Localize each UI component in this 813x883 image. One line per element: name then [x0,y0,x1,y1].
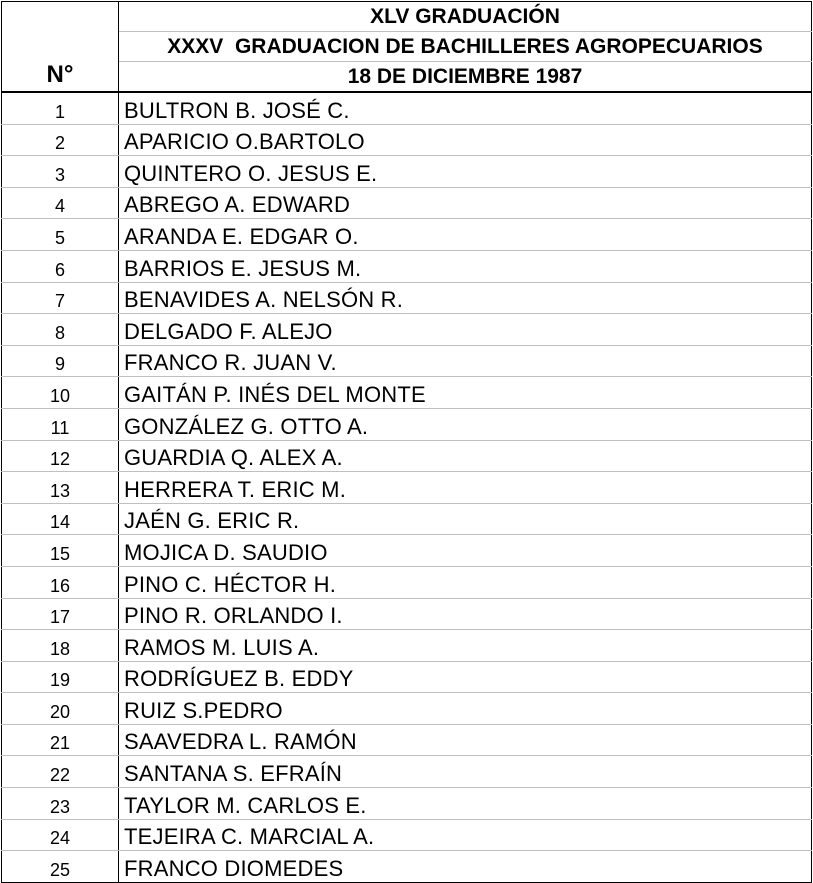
row-number: 21 [2,724,119,756]
graduate-name: BARRIOS E. JESUS M. [119,250,812,282]
table-row [2,788,812,820]
table-row [2,377,812,409]
graduate-name: GONZÁLEZ G. OTTO A. [119,408,812,440]
row-number: 12 [2,440,119,472]
row-number: 4 [2,187,119,219]
row-number: 13 [2,472,119,504]
graduates-table [1,1,812,883]
graduate-name: MOJICA D. SAUDIO [119,535,812,567]
graduation-date: 18 DE DICIEMBRE 1987 [119,62,812,93]
table-row [2,250,812,282]
row-number: 22 [2,756,119,788]
table-row [2,156,812,188]
table-row [2,819,812,851]
table-row [2,756,812,788]
graduate-name: PINO R. ORLANDO I. [119,598,812,630]
table-row [2,92,812,124]
graduate-name: BULTRON B. JOSÉ C. [119,92,812,124]
row-number: 6 [2,250,119,282]
table-row [2,440,812,472]
table-row [2,724,812,756]
graduate-name: FRANCO R. JUAN V. [119,345,812,377]
graduate-name: QUINTERO O. JESUS E. [119,156,812,188]
row-number: 10 [2,377,119,409]
graduate-name: DELGADO F. ALEJO [119,314,812,346]
graduate-name: PINO C. HÉCTOR H. [119,566,812,598]
row-number: 14 [2,503,119,535]
graduate-name: ARANDA E. EDGAR O. [119,219,812,251]
row-number: 17 [2,598,119,630]
table-row [2,345,812,377]
table-row [2,503,812,535]
graduate-name: TEJEIRA C. MARCIAL A. [119,819,812,851]
row-number: 8 [2,314,119,346]
row-number: 3 [2,156,119,188]
graduate-name: SAAVEDRA L. RAMÓN [119,724,812,756]
graduate-name: ABREGO A. EDWARD [119,187,812,219]
row-number: 5 [2,219,119,251]
table-row [2,124,812,156]
graduate-name: GAITÁN P. INÉS DEL MONTE [119,377,812,409]
graduate-name: FRANCO DIOMEDES [119,851,812,883]
table-row [2,630,812,662]
table-row [2,851,812,883]
graduate-name: HERRERA T. ERIC M. [119,472,812,504]
graduate-name: TAYLOR M. CARLOS E. [119,788,812,820]
row-number: 18 [2,630,119,662]
table-row [2,314,812,346]
row-number: 19 [2,661,119,693]
row-number: 9 [2,345,119,377]
graduates-list [2,92,812,882]
graduate-name: GUARDIA Q. ALEX A. [119,440,812,472]
table-row [2,219,812,251]
graduation-subtitle: XXXV GRADUACION DE BACHILLERES AGROPECUARIOS [119,32,812,62]
graduate-name: RODRÍGUEZ B. EDDY [119,661,812,693]
table-row [2,661,812,693]
row-number: 11 [2,408,119,440]
row-number: 1 [2,92,119,124]
table-row [2,187,812,219]
row-number: 2 [2,124,119,156]
row-number: 16 [2,566,119,598]
number-column-header: N° [2,2,119,93]
table-row [2,282,812,314]
graduate-name: APARICIO O.BARTOLO [119,124,812,156]
table-row [2,566,812,598]
table-row [2,472,812,504]
graduation-title: XLV GRADUACIÓN [119,2,812,32]
table-row [2,535,812,567]
table-row [2,408,812,440]
row-number: 15 [2,535,119,567]
graduate-name: BENAVIDES A. NELSÓN R. [119,282,812,314]
graduate-name: RUIZ S.PEDRO [119,693,812,725]
row-number: 24 [2,819,119,851]
row-number: 23 [2,788,119,820]
graduate-name: RAMOS M. LUIS A. [119,630,812,662]
graduate-name: JAÉN G. ERIC R. [119,503,812,535]
row-number: 7 [2,282,119,314]
table-row [2,693,812,725]
table-row [2,598,812,630]
row-number: 20 [2,693,119,725]
row-number: 25 [2,851,119,883]
graduate-name: SANTANA S. EFRAÍN [119,756,812,788]
